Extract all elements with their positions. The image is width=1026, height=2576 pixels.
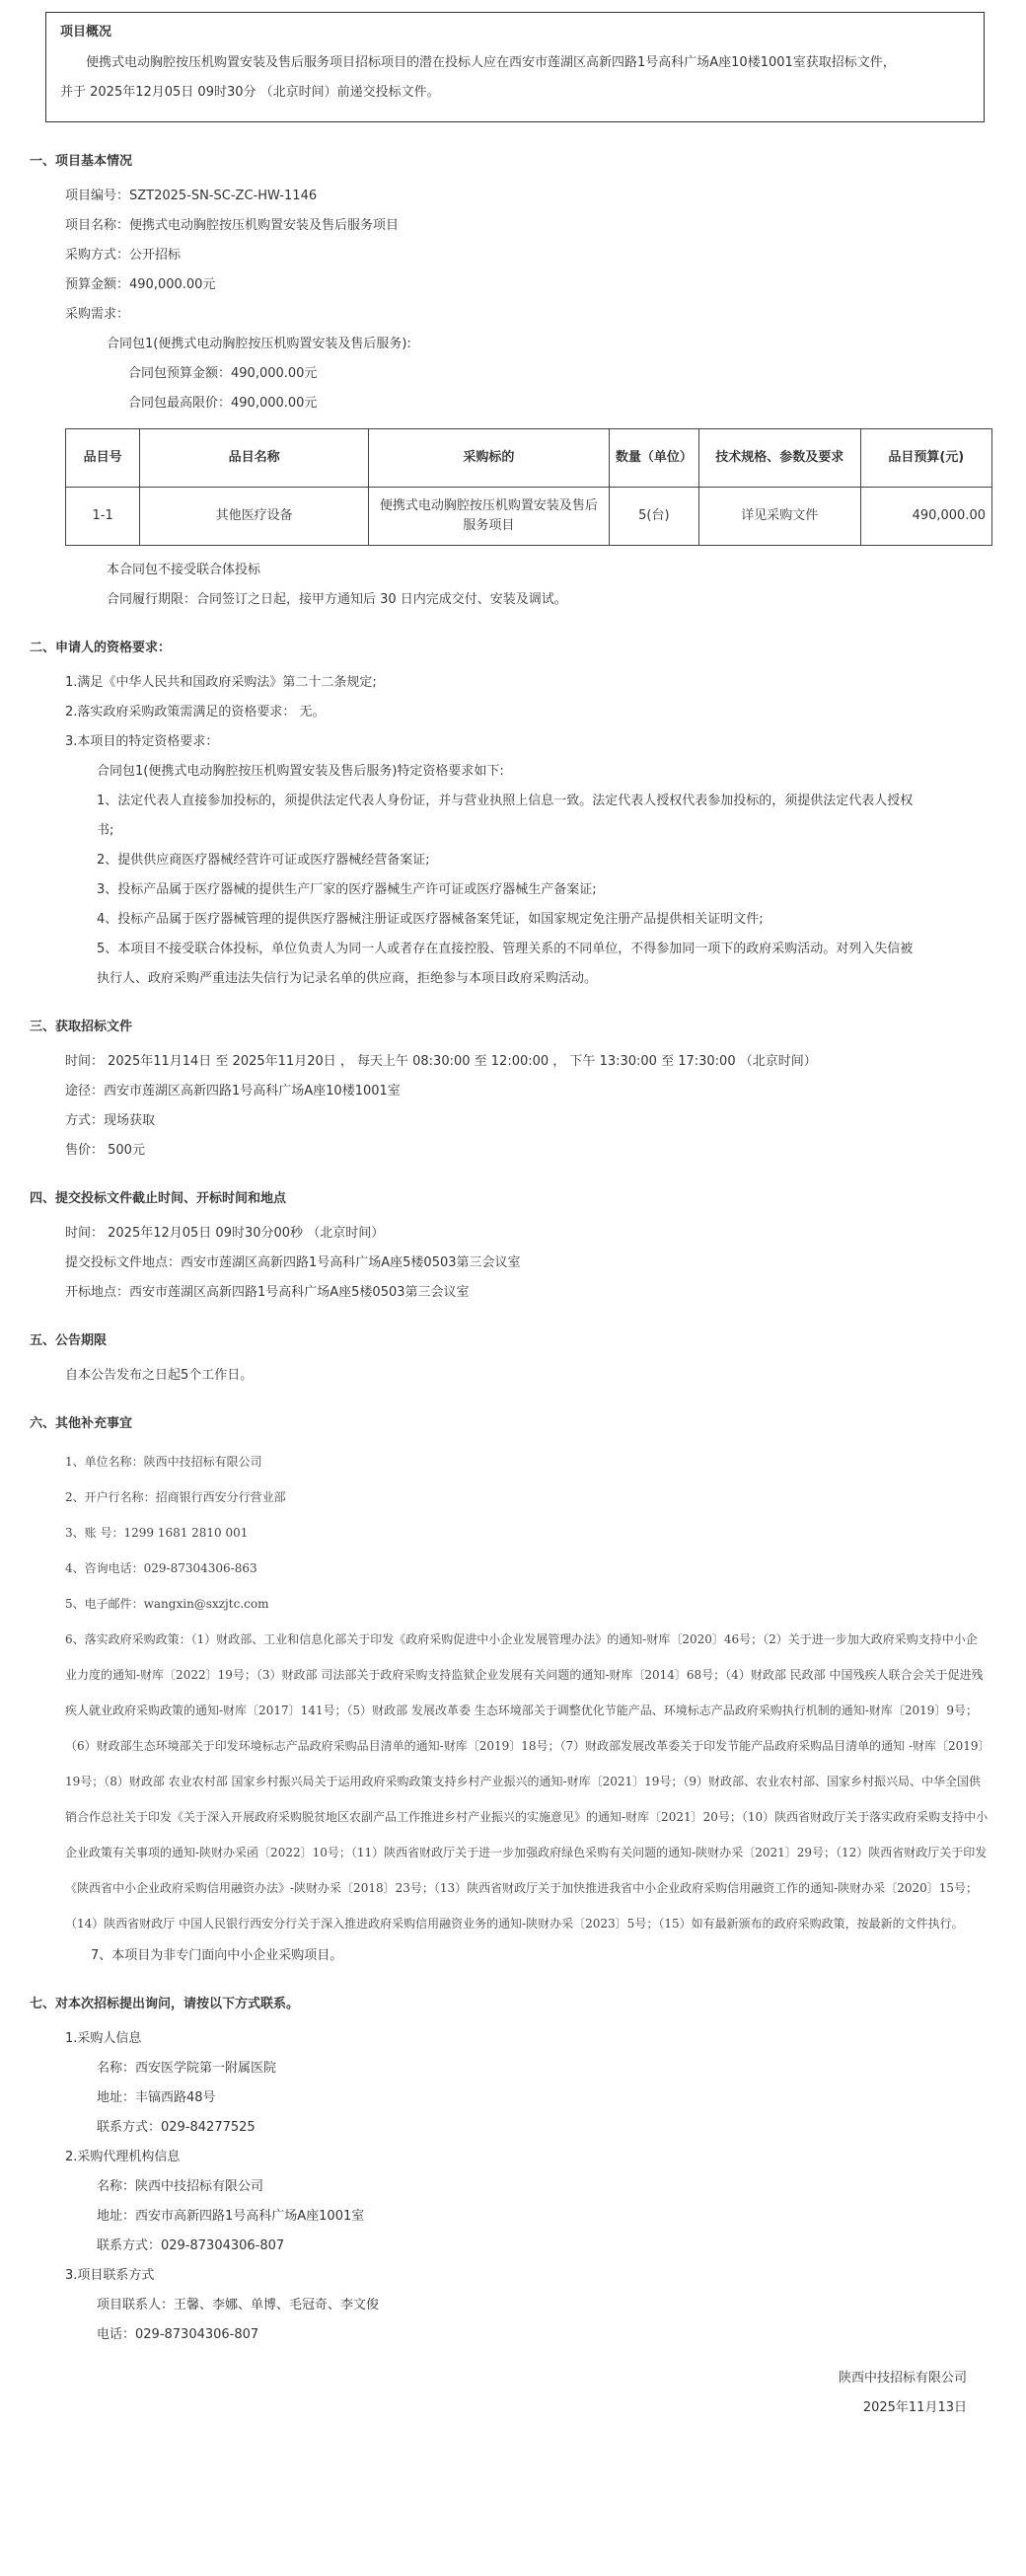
requirement-3: 3.本项目的特定资格要求： [65, 734, 219, 749]
obtain-place: 途径：西安市莲湖区高新四路1号高科广场A座10楼1001室 [65, 1084, 401, 1099]
qualification-5b: 执行人、政府采购严重违法失信行为记录名单的供应商，拒绝参与本项目政府采购活动。 [97, 971, 598, 986]
signature-date: 2025年11月13日 [862, 2400, 967, 2415]
summary-text [60, 48, 970, 108]
contact-people: 项目联系人：王馨、李娜、单博、毛冠奇、李文俊 [97, 2298, 380, 2312]
summary-line-1: 便携式电动胸腔按压机购置安装及售后服务项目招标项目的潜在投标人应在西安市莲湖区高新四路1号高科广场A座10楼1001室获取招标文件， [86, 55, 896, 70]
qualification-4: 4、投标产品属于医疗器械管理的提供医疗器械注册证或医疗器械备案凭证，如国家规定免注册产品提供相关证明文件; [97, 912, 764, 927]
section-title-other-matters: 六、其他补充事宜 [30, 1416, 133, 1431]
section-basic-info [30, 152, 996, 615]
col-item-name: 品目名称 [140, 429, 369, 488]
qualification-2: 2、提供供应商医疗器械经营许可证或医疗器械经营备案证; [97, 853, 430, 868]
other-item-6-policies: 6、落实政府采购政策：（1）财政部、工业和信息化部关于印发《政府采购促进中小企业发展管理办法》的通知-财库〔2020〕46号；（2）关于进一步加大政府采购支持中小企业力度的通知-财库〔2022〕19号；（3）财政部 司法部关于政府采购支持监狱企业发展有关问题的通知-财库〔2014〕68号；（4）财政部 民政部 中国残疾人联合会关于促进残疾人就业政府采购政策的通知-财库〔2017〕141号；（5）财政部 发展改革委 生态环境部关于调整优化节能产品、环境标志产品政府采购执行机制的通知-财库〔2019〕9号；（6）财政部生态环境部关于印发环境标志产品政府采购品目清单的通知-财库〔2019〕18号；（7）财政部发展改革委关于印发节能产品政府采购品目清单的通知 -财库〔2019〕19号；（8）财政部 农业农村部 国家乡村振兴局关于运用政府采购政策支持乡村产业振兴的通知-财库〔2021〕19号；（9）财政部、农业农村部、国家乡村振兴局、中华全国供销合作总社关于印发《关于深入开展政府采购脱贫地区农副产品工作推进乡村产业振兴的实施意见》的通知-财库〔2021〕20号；（10）陕西省财政厅关于落实政府采购支持中小企业政策有关事项的通知-陕财办采函〔2022〕10号；（11）陕西省财政厅关于进一步加强政府绿色采购有关问题的通知-陕财办采〔2021〕29号；（12）陕西省财政厅关于印发《陕西省中小企业政府采购信用融资办法》-陕财办采〔2018〕23号；（13）陕西省财政厅关于加快推进我省中小企业政府采购信用融资工作的通知-陕财办采〔2020〕15号；（14）陕西省财政厅 中国人民银行西安分行关于深入推进政府采购信用融资业务的通知-陕财办采〔2023〕5号；（15）如有最新颁布的政府采购政策，按最新的文件执行。 [65, 1632, 989, 1931]
table-row [66, 488, 992, 546]
summary-title: 项目概况 [60, 25, 112, 39]
section-title-deadline: 四、提交投标文件截止时间、开标时间和地点 [30, 1191, 287, 1206]
package-requirements: 合同包1(便携式电动胸腔按压机购置安装及售后服务)特定资格要求如下: [97, 764, 504, 779]
other-item-1: 1、单位名称：陕西中技招标有限公司 [65, 1455, 262, 1469]
notice-period-text: 自本公告发布之日起5个工作日。 [65, 1368, 254, 1383]
package-max-price: 合同包最高限价：490,000.00元 [128, 396, 318, 411]
buyer-info-heading: 1.采购人信息 [65, 2031, 142, 2046]
section-notice-period [30, 1331, 996, 1391]
section-contact [30, 1995, 996, 2350]
col-item-no: 品目号 [66, 429, 140, 488]
obtain-way: 方式：现场获取 [65, 1113, 156, 1128]
cell-item-no: 1-1 [66, 488, 140, 546]
col-budget: 品目预算(元) [860, 429, 991, 488]
agent-name: 名称：陕西中技招标有限公司 [97, 2179, 264, 2194]
qualification-5a: 5、本项目不接受联合体投标，单位负责人为同一人或者存在直接控股、管理关系的不同单位，不得参加同一项下的政府采购活动。对列入失信被 [97, 942, 914, 956]
obtain-time: 时间： 2025年11月14日 至 2025年11月20日 ， 每天上午 08:30:00 至 12:00:00 ， 下午 13:30:00 至 17:30:00 （北京时间） [65, 1054, 817, 1069]
procurement-method: 采购方式：公开招标 [65, 248, 182, 263]
buyer-phone: 联系方式：029-84277525 [97, 2120, 256, 2135]
buyer-address: 地址：丰镐西路48号 [97, 2090, 216, 2105]
cell-item-name: 其他医疗设备 [140, 488, 369, 546]
section-title-basic: 一、项目基本情况 [30, 154, 133, 169]
section-other-matters [30, 1414, 996, 1971]
requirement-1: 1.满足《中华人民共和国政府采购法》第二十二条规定; [65, 675, 377, 690]
contract-term: 合同履行期限：合同签订之日起，接甲方通知后 30 日内完成交付、安装及调试。 [107, 592, 567, 607]
section-title-get-documents: 三、获取招标文件 [30, 1020, 133, 1034]
qualification-1b: 书; [97, 823, 114, 838]
section-title-qualifications: 二、申请人的资格要求： [30, 641, 172, 655]
qualification-3: 3、投标产品属于医疗器械的提供生产厂家的医疗器械生产许可证或医疗器械生产备案证; [97, 882, 597, 897]
requirement-2: 2.落实政府采购政策需满足的资格要求： 无。 [65, 705, 326, 720]
other-item-2: 2、开户行名称：招商银行西安分行营业部 [65, 1490, 286, 1504]
section-deadline [30, 1189, 996, 1308]
budget-amount: 预算金额：490,000.00元 [65, 277, 216, 292]
other-item-4: 4、咨询电话：029-87304306-863 [65, 1561, 257, 1575]
agent-phone: 联系方式：029-87304306-807 [97, 2238, 285, 2253]
buyer-name: 名称：西安医学院第一附属医院 [97, 2061, 277, 2076]
project-name: 项目名称：便携式电动胸腔按压机购置安装及售后服务项目 [65, 218, 400, 233]
cell-target: 便携式电动胸腔按压机购置安装及售后服务项目 [368, 488, 609, 546]
deadline-time: 时间： 2025年12月05日 09时30分00秒 （北京时间） [65, 1226, 385, 1241]
project-number: 项目编号：SZT2025-SN-SC-ZC-HW-1146 [65, 189, 318, 203]
other-item-5: 5、电子邮件：wangxin@sxzjtc.com [65, 1597, 269, 1611]
package-budget: 合同包预算金额：490,000.00元 [128, 366, 318, 381]
section-get-documents [30, 1018, 996, 1166]
agent-address: 地址：西安市高新四路1号高科广场A座1001室 [97, 2209, 365, 2224]
contract-package: 合同包1(便携式电动胸腔按压机购置安装及售后服务): [107, 337, 411, 351]
col-spec: 技术规格、参数及要求 [699, 429, 861, 488]
col-quantity: 数量（单位） [609, 429, 698, 488]
contact-heading: 3.项目联系方式 [65, 2268, 155, 2283]
qualification-1a: 1、法定代表人直接参加投标的，须提供法定代表人身份证，并与营业执照上信息一致。法定代表人授权代表参加投标的，须提供法定代表人授权 [97, 794, 914, 808]
section-title-contact: 七、对本次招标提出询问，请按以下方式联系。 [30, 1997, 300, 2011]
no-joint-bid: 本合同包不接受联合体投标 [107, 563, 261, 577]
cell-spec: 详见采购文件 [699, 488, 861, 546]
procurement-needs: 采购需求： [65, 307, 130, 322]
other-item-7: 7、本项目为非专门面向中小企业采购项目。 [91, 1948, 343, 1963]
items-table [65, 428, 992, 546]
summary-line-2: 并于 2025年12月05日 09时30分 （北京时间）前递交投标文件。 [60, 85, 440, 100]
col-target: 采购标的 [368, 429, 609, 488]
opening-place: 开标地点：西安市莲湖区高新四路1号高科广场A座5楼0503第三会议室 [65, 1285, 470, 1300]
contact-phone: 电话：029-87304306-807 [97, 2327, 259, 2342]
section-title-notice-period: 五、公告期限 [30, 1333, 108, 1348]
other-item-3: 3、账 号：1299 1681 2810 001 [65, 1526, 249, 1540]
cell-quantity: 5(台) [609, 488, 698, 546]
document-price: 售价： 500元 [65, 1143, 145, 1158]
agent-info-heading: 2.采购代理机构信息 [65, 2150, 181, 2164]
signature-org: 陕西中技招标有限公司 [838, 2371, 967, 2386]
table-header-row [66, 429, 992, 488]
submit-place: 提交投标文件地点：西安市莲湖区高新四路1号高科广场A座5楼0503第三会议室 [65, 1255, 521, 1270]
cell-budget: 490,000.00 [860, 488, 991, 546]
section-qualifications [30, 639, 996, 994]
project-summary-box [45, 12, 985, 122]
